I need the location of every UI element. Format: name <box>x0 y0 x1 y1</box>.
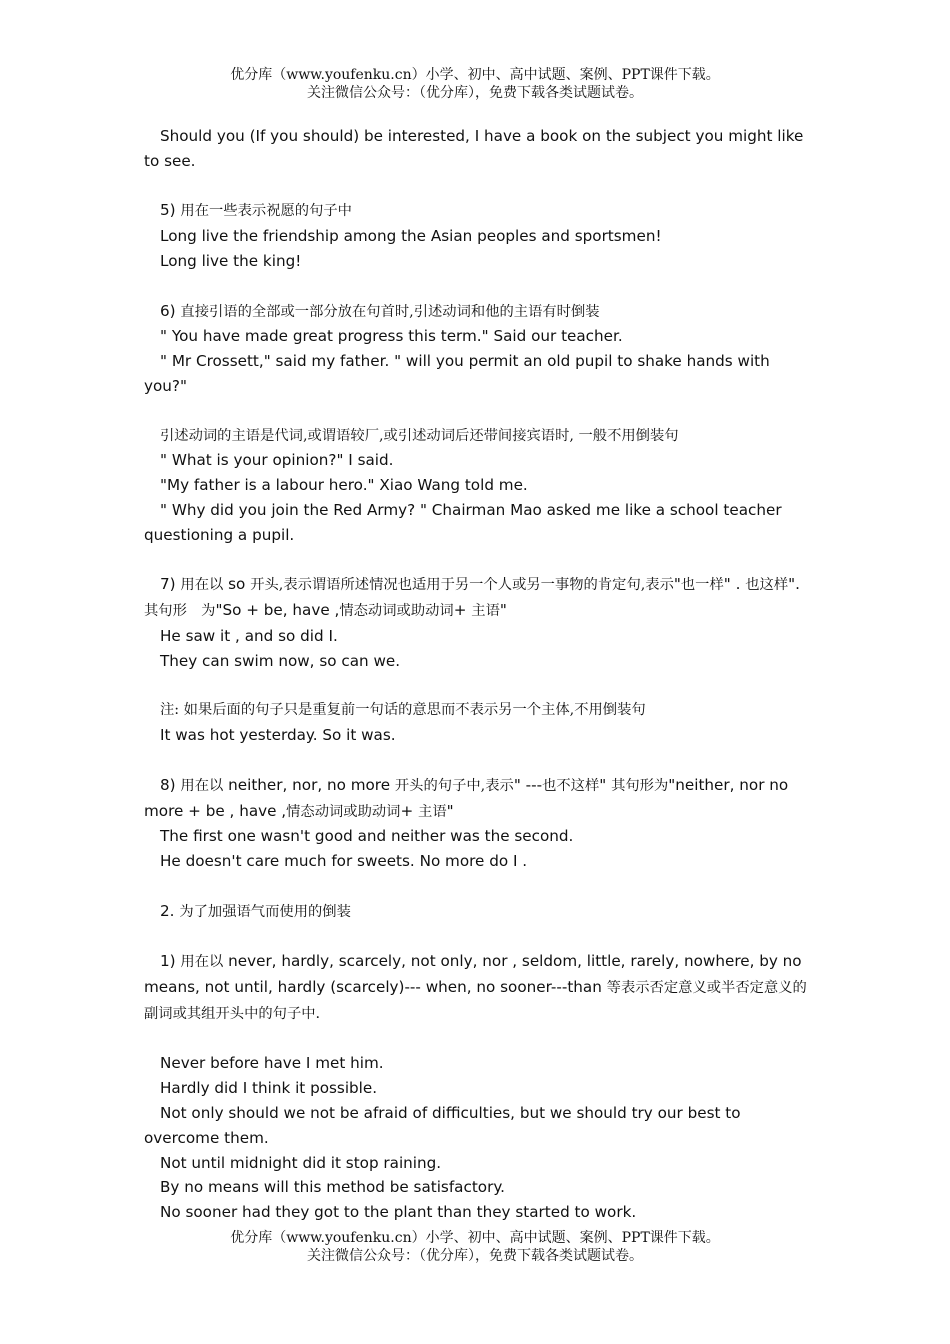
example-sentence: "My father is a labour hero." Xiao Wang told me. <box>160 476 528 495</box>
footer-line-1: 优分库（www.youfenku.cn）小学、初中、高中试题、案例、PPT课件下载。 <box>230 1230 720 1246</box>
text-run: + <box>453 601 472 620</box>
section-title: 直接引语的全部或一部分放在句首时,引述动词和他的主语有时倒装 <box>180 303 600 320</box>
header-line-1: 优分库（www.youfenku.cn）小学、初中、高中试题、案例、PPT课件下载。 <box>230 67 720 83</box>
text-run: 其句形为 <box>611 777 669 794</box>
text-run: neither, nor, no more <box>223 775 395 794</box>
page-header <box>0 66 950 102</box>
section-heading <box>144 899 808 925</box>
note: 注: 如果后面的句子只是重复前一句话的意思而不表示另一个主体,不用倒装句 <box>160 702 646 719</box>
text-run: " --- <box>513 775 543 794</box>
example-sentence: By no means will this method be satisfactory. <box>160 1178 505 1197</box>
text-run: 主语 <box>418 803 447 820</box>
example-sentence: It was hot yesterday. So it was. <box>160 726 396 745</box>
example-sentence: " What is your opinion?" I said. <box>160 451 394 470</box>
example-sentence: Long live the friendship among the Asian peoples and sportsmen! <box>160 227 662 246</box>
example-sentence: Long live the king! <box>160 251 302 270</box>
example-sentence: " Mr Crossett," said my father. " will you permit an old pupil to shake hands with you?" <box>144 352 770 395</box>
text-run: "So + be, have , <box>215 601 340 620</box>
page-footer <box>0 1229 950 1265</box>
text-run: + <box>400 801 419 820</box>
example-sentence: Not only should we not be afraid of difficulties, but we should try our best to overcome them. <box>144 1104 741 1147</box>
text-run: ". <box>788 575 800 594</box>
paragraph: Should you (If you should) be interested, I have a book on the subject you might like to see. <box>144 127 804 170</box>
text-run: 用在以 <box>180 577 224 594</box>
section-number: 2. <box>160 901 180 920</box>
example-sentence: He saw it , and so did I. <box>160 626 338 645</box>
example-sentence: They can swim now, so can we. <box>160 651 401 670</box>
text-run: 也一样 <box>680 577 724 594</box>
text-run: 用在以 <box>180 777 224 794</box>
text-run: 开头的句子中,表示 <box>394 777 514 794</box>
text-run: " <box>673 575 681 594</box>
section-title: 为了加强语气而使用的倒装 <box>179 903 351 920</box>
text-run: " . <box>723 575 746 594</box>
text-run: 其句形 为 <box>144 603 216 620</box>
example-sentence: " Why did you join the Red Army? " Chairman Mao asked me like a school teacher questioning a pupil. <box>144 500 782 544</box>
example-sentence: Not until midnight did it stop raining. <box>160 1153 442 1172</box>
section-number: 1) <box>160 952 181 971</box>
example-sentence: No sooner had they got to the plant than they started to work. <box>160 1203 637 1222</box>
note: 引述动词的主语是代词,或谓语较厂,或引述动词后还带间接宾语时, 一般不用倒装句 <box>160 427 679 444</box>
section-heading <box>144 198 808 224</box>
section-heading <box>144 299 808 325</box>
text-run: 也这样 <box>745 577 789 594</box>
section-heading <box>144 949 808 1026</box>
example-sentence: Never before have I met him. <box>160 1054 384 1073</box>
text-run: " <box>499 601 507 620</box>
text-run: "neither, nor no more + be , have , <box>144 775 789 820</box>
text-run: " <box>446 801 454 820</box>
text-run: 用在以 <box>180 954 224 971</box>
text-run: 情态动词或助动词 <box>286 803 401 820</box>
section-number: 6) <box>160 301 181 320</box>
section-number: 8) <box>160 775 181 794</box>
example-sentence: He doesn't care much for sweets. No more do I . <box>160 852 528 871</box>
example-sentence: The first one wasn't good and neither was the second. <box>160 827 574 846</box>
section-heading <box>144 572 808 624</box>
footer-line-2: 关注微信公众号：（优分库），免费下载各类试题试卷。 <box>307 1248 643 1264</box>
document-body <box>144 124 808 1225</box>
text-run: 主语 <box>471 603 500 620</box>
example-sentence: " You have made great progress this term." Said our teacher. <box>160 327 623 346</box>
section-number: 5) <box>160 201 181 220</box>
section-heading <box>144 773 808 825</box>
text-run: 情态动词或助动词 <box>339 603 454 620</box>
example-sentence: Hardly did I think it possible. <box>160 1079 378 1098</box>
text-run: never, hardly, scarcely, not only, nor , seldom, little, rarely, nowhere, by no means, not until, hardly (scarcely)--- when, no sooner---than <box>144 952 802 997</box>
section-title: 用在一些表示祝愿的句子中 <box>180 203 352 220</box>
text-run: 也不这样 <box>542 777 600 794</box>
text-run: so <box>223 575 251 594</box>
text-run: 等表示否定意义或半否定意义的副词或其组开头中的句子中. <box>144 980 807 1022</box>
text-run: " <box>599 775 612 794</box>
text-run: 开头,表示谓语所述情况也适用于另一个人或另一事物的肯定句,表示 <box>250 577 674 594</box>
header-line-2: 关注微信公众号：（优分库），免费下载各类试题试卷。 <box>307 85 643 101</box>
section-number: 7) <box>160 575 181 594</box>
